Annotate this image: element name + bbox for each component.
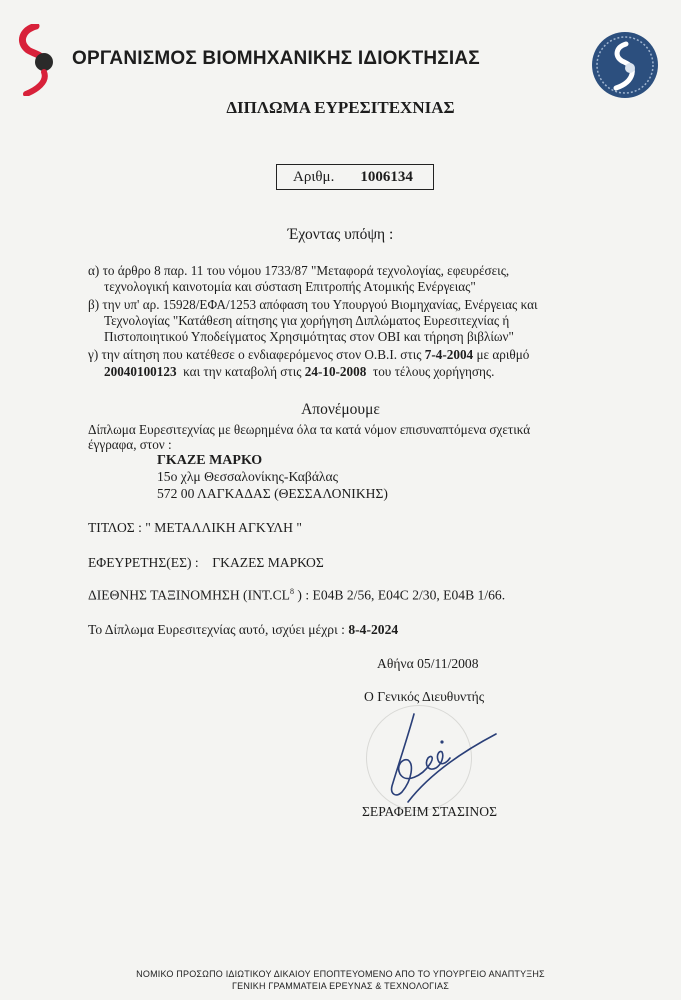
- clause-c-line2-text: και την καταβολή στις: [183, 364, 302, 379]
- considering-heading: Έχοντας υπόψη :: [287, 226, 394, 243]
- inventor-label: ΕΦΕΥΡΕΤΗΣ(ΕΣ) :: [88, 555, 199, 570]
- clause-b-line2: Τεχνολογίας "Κατάθεση αίτησης για χορήγηση Διπλώματος Ευρεσιτεχνίας ή: [104, 313, 510, 328]
- clause-c-text: γ) την αίτηση που κατέθεσε ο ενδιαφερόμενος στον Ο.Β.Ι. στις: [88, 347, 422, 362]
- diploma-number: 1006134: [360, 168, 413, 185]
- inventor-name: ΓΚΑΖΕΣ ΜΑΡΚΟΣ: [212, 555, 324, 570]
- clause-c-line2-suffix: του τέλους χορήγησης.: [372, 364, 495, 379]
- hologram-seal: [590, 30, 660, 100]
- classification-label: ΔΙΕΘΝΗΣ ΤΑΞΙΝΟΜΗΣΗ (INT.CL: [88, 587, 290, 603]
- award-line1: Δίπλωμα Ευρεσιτεχνίας με θεωρημένα όλα τα κατά νόμον επισυναπτόμενα σχετικά: [88, 422, 531, 437]
- footer-line2: ΓΕΝΙΚΗ ΓΡΑΜΜΑΤΕΙΑ ΕΡΕΥΝΑΣ & ΤΕΧΝΟΛΟΓΙΑΣ: [231, 981, 449, 991]
- title-row: [88, 520, 302, 536]
- clause-a-line1: α) το άρθρο 8 παρ. 11 του νόμου 1733/87 "Μεταφορά τεχνολογίας, εφευρέσεις,: [88, 263, 510, 278]
- title-label: ΤΙΤΛΟΣ :: [88, 520, 142, 535]
- signatory-name: ΣΕΡΑΦΕΙΜ ΣΤΑΣΙΝΟΣ: [362, 804, 497, 819]
- classification-codes: E04B 2/56, E04C 2/30, E04B 1/66.: [312, 587, 506, 603]
- organization-title: ΟΡΓΑΝΙΣΜΟΣ ΒΙΟΜΗΧΑΝΙΚΗΣ ΙΔΙΟΚΤΗΣΙΑΣ: [72, 48, 480, 69]
- recipient-address1: 15ο χλμ Θεσσαλονίκης-Καβάλας: [157, 469, 339, 484]
- clause-c-line1: [88, 347, 529, 363]
- classification-row: [88, 587, 505, 604]
- inventor-row: [88, 555, 324, 571]
- clause-c-line2: [104, 364, 494, 380]
- classification-edition: 8: [290, 587, 294, 596]
- recipient-address2: 572 00 ΛΑΓΚΑΔΑΣ (ΘΕΣΣΑΛΟΝΙΚΗΣ): [157, 486, 388, 501]
- filing-date: 7-4-2004: [424, 347, 474, 362]
- payment-date: 24-10-2008: [304, 364, 367, 379]
- award-line2: έγγραφα, στον :: [88, 437, 172, 452]
- validity-date: 8-4-2024: [348, 622, 399, 637]
- clause-c-suffix: με αριθμό: [476, 347, 530, 362]
- application-number: 20040100123: [104, 364, 177, 379]
- footer-line1: ΝΟΜΙΚΟ ΠΡΟΣΩΠΟ ΙΔΙΩΤΙΚΟΥ ΔΙΚΑΙΟΥ ΕΠΟΠΤΕΥΟΜΕΝΟ ΑΠΟ ΤΟ ΥΠΟΥΡΓΕΙΟ ΑΝΑΠΤΥΞΗΣ: [136, 969, 545, 979]
- award-heading: Απονέμουμε: [301, 401, 380, 418]
- obi-logo-left: [14, 24, 58, 96]
- number-label: Αριθμ.: [293, 168, 335, 185]
- clause-b-line3: Πιστοποιητικού Υποδείγματος Χρησιμότητας στον ΟΒΙ και τήρηση βιβλίων": [104, 329, 514, 344]
- clause-a-line2: τεχνολογική καινοτομία και σύσταση Επιτροπής Ατομικής Ενέργειας": [104, 279, 476, 294]
- classification-colon: ) :: [297, 587, 310, 603]
- validity-row: [88, 622, 398, 638]
- diploma-title: ΔΙΠΛΩΜΑ ΕΥΡΕΣΙΤΕΧΝΙΑΣ: [226, 98, 455, 117]
- validity-text: Το Δίπλωμα Ευρεσιτεχνίας αυτό, ισχύει μέχρι :: [88, 622, 345, 637]
- clause-b-line1: β) την υπ' αρ. 15928/ΕΦΑ/1253 απόφαση του Υπουργού Βιομηχανίας, Ενέργειας και: [88, 297, 538, 312]
- recipient-name: ΓΚΑΖΕ ΜΑΡΚΟ: [157, 453, 263, 468]
- place-date: Αθήνα 05/11/2008: [377, 656, 479, 671]
- invention-title: " ΜΕΤΑΛΛΙΚΗ ΑΓΚΥΛΗ ": [145, 520, 302, 535]
- signatory-role: Ο Γενικός Διευθυντής: [364, 689, 485, 704]
- diploma-number-box: [276, 164, 434, 190]
